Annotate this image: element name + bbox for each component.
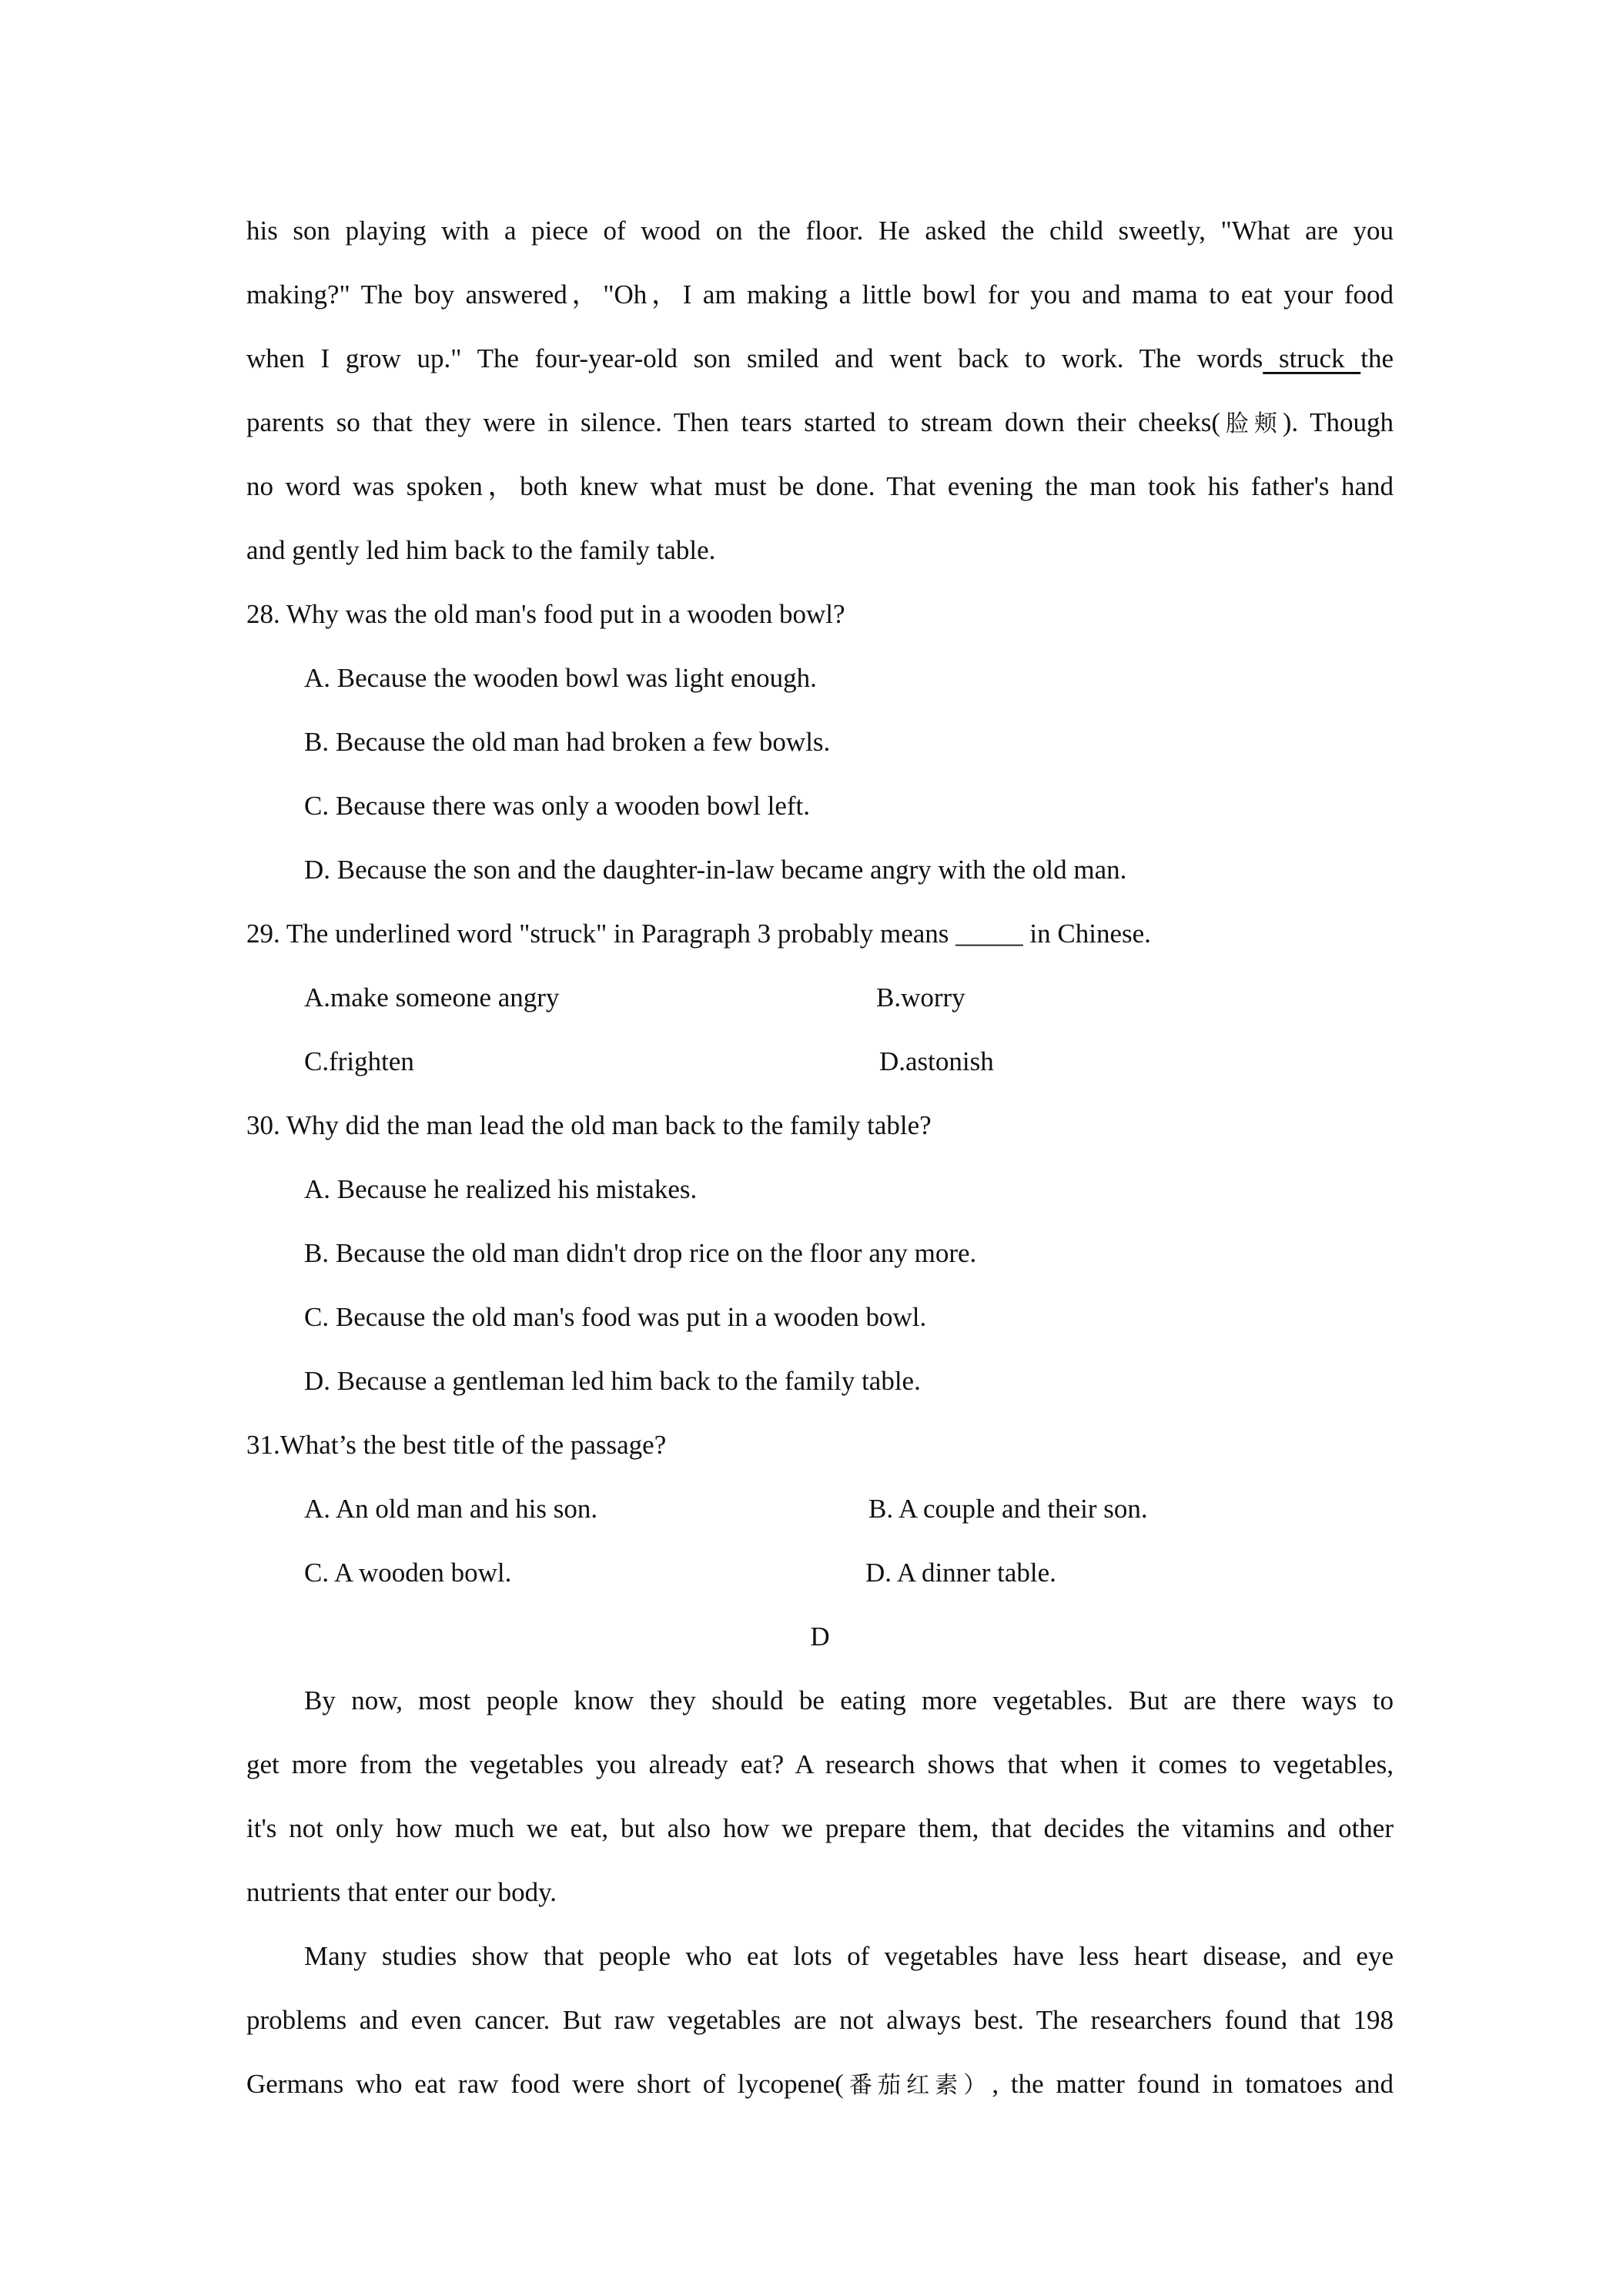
passage-c-text: the — [1360, 343, 1394, 373]
question-30-option-c: C. Because the old man's food was put in a wooden bowl. — [304, 1302, 927, 1332]
passage-c-line-4 — [246, 390, 1394, 455]
question-28-option-b: B. Because the old man had broken a few bowls. — [304, 727, 831, 757]
underlined-word-struck: struck — [1263, 343, 1361, 373]
question-30-option-a: A. Because he realized his mistakes. — [304, 1174, 698, 1204]
question-28-option-d: D. Because the son and the daughter-in-law became angry with the old man. — [304, 855, 1127, 885]
question-28-option-c: C. Because there was only a wooden bowl left. — [304, 791, 811, 821]
question-29-option-a: A.make someone angry — [304, 982, 560, 1012]
passage-c-line-6: and gently led him back to the family table. — [246, 535, 716, 565]
passage-d-p1-line-3: it's not only how much we eat, but also how we prepare them, that decides the vitamins and other — [246, 1813, 1394, 1843]
passage-d-p2-line-3 — [246, 2052, 1394, 2117]
question-31-option-c: C. A wooden bowl. — [304, 1558, 512, 1588]
question-29-option-b: B.worry — [876, 982, 965, 1012]
passage-c-text: parents so that they were in silence. Then tears started to stream down their cheeks( — [246, 407, 1221, 437]
passage-c-text: ). Though — [1282, 407, 1394, 437]
question-31-option-b: B. A couple and their son. — [868, 1494, 1148, 1524]
passage-d-p1-line-1: By now, most people know they should be eating more vegetables. But are there ways to — [304, 1685, 1394, 1715]
passage-d-p2-line-1: Many studies show that people who eat lots of vegetables have less heart disease, and eye — [304, 1941, 1394, 1971]
passage-c-line-3 — [246, 326, 1394, 391]
passage-d-heading: D — [810, 1622, 830, 1652]
chinese-gloss: 脸颊 — [1220, 410, 1283, 437]
question-31-stem: 31.What’s the best title of the passage? — [246, 1430, 667, 1460]
question-29-option-c: C.frighten — [304, 1046, 414, 1076]
passage-d-p2-line-2: problems and even cancer. But raw vegetables are not always best. The researchers found that 198 — [246, 2005, 1394, 2035]
question-30-option-d: D. Because a gentleman led him back to the family table. — [304, 1366, 921, 1396]
question-28-option-a: A. Because the wooden bowl was light enough. — [304, 663, 817, 693]
passage-d-p1-line-4: nutrients that enter our body. — [246, 1877, 557, 1907]
passage-c-line-1: his son playing with a piece of wood on the floor. He asked the child sweetly, "What are you — [246, 216, 1394, 246]
question-29-stem: 29. The underlined word "struck" in Paragraph 3 probably means _____ in Chinese. — [246, 919, 1151, 949]
passage-d-text: , the matter found in tomatoes and — [992, 2069, 1394, 2099]
chinese-gloss: 番茄红素） — [843, 2072, 992, 2099]
passage-c-line-5: no word was spoken，both knew what must be done. That evening the man took his father's hand — [246, 471, 1394, 501]
passage-c-line-2: making?" The boy answered，"Oh，I am making a little bowl for you and mama to eat your food — [246, 279, 1394, 310]
question-29-option-d: D.astonish — [879, 1046, 994, 1076]
passage-c-text: when I grow up." The four-year-old son smiled and went back to work. The words — [246, 343, 1263, 373]
question-31-option-a: A. An old man and his son. — [304, 1494, 598, 1524]
question-30-stem: 30. Why did the man lead the old man back to the family table? — [246, 1110, 932, 1140]
question-31-option-d: D. A dinner table. — [865, 1558, 1056, 1588]
passage-d-p1-line-2: get more from the vegetables you already eat? A research shows that when it comes to vegetables, — [246, 1749, 1394, 1779]
question-28-stem: 28. Why was the old man's food put in a wooden bowl? — [246, 599, 845, 629]
question-30-option-b: B. Because the old man didn't drop rice on the floor any more. — [304, 1238, 977, 1268]
passage-d-text: Germans who eat raw food were short of lycopene( — [246, 2069, 844, 2099]
